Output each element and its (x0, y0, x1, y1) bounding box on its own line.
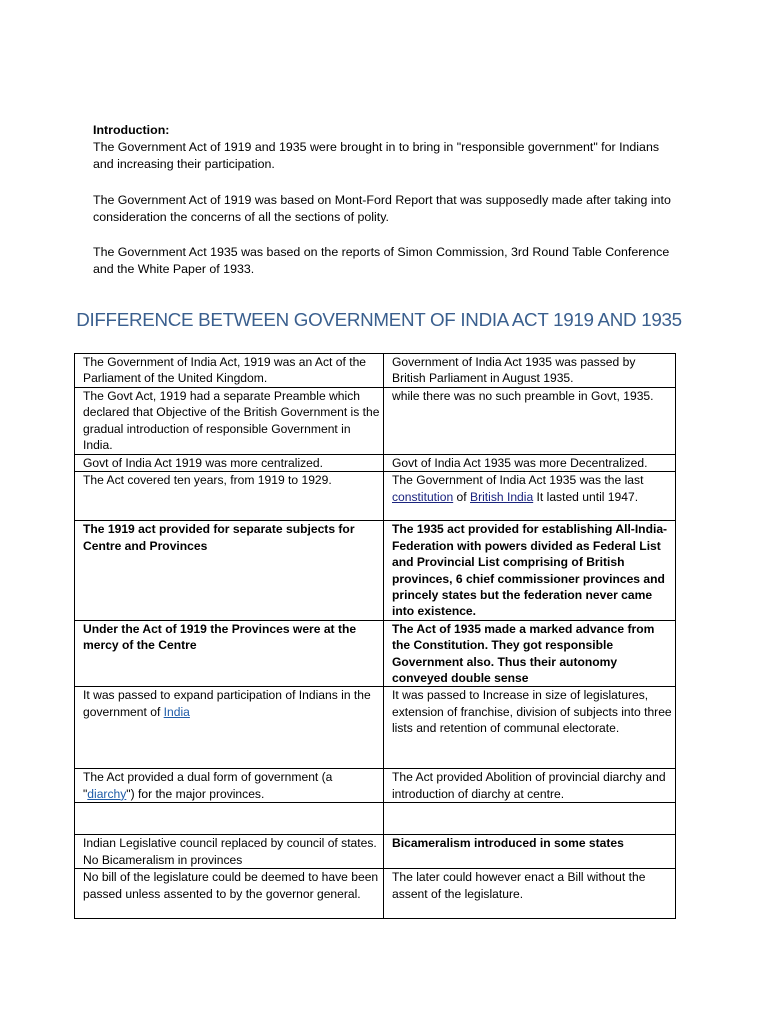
intro-heading: Introduction: (93, 123, 170, 137)
cell-1919: Under the Act of 1919 the Provinces were at the mercy of the Centre (75, 620, 384, 687)
introduction-section (93, 122, 673, 296)
cell-text: The Government of India Act 1935 was the last (392, 473, 644, 488)
table-row (75, 354, 676, 388)
diarchy-link[interactable]: diarchy (87, 786, 127, 801)
cell-1935: Government of India Act 1935 was passed by British Parliament in August 1935. (384, 354, 676, 388)
cell-1919: Indian Legislative council replaced by council of states. No Bicameralism in provinces (75, 835, 384, 869)
table-row (75, 869, 676, 919)
table-row (75, 455, 676, 472)
cell-text: ") for the major provinces. (126, 786, 265, 801)
page-title: DIFFERENCE BETWEEN GOVERNMENT OF INDIA ACT 1919 AND 1935 (76, 309, 682, 330)
cell-1919 (75, 769, 384, 803)
cell-1935: The Act of 1935 made a marked advance from the Constitution. They got responsible Government also. Thus their autonomy conveyed double sense (384, 620, 676, 687)
constitution-link[interactable]: constitution (392, 489, 454, 504)
cell-text: The Act provided a dual form of government (a " (83, 770, 333, 801)
table-row (75, 803, 676, 835)
cell-1935: Govt of India Act 1935 was more Decentralized. (384, 455, 676, 472)
empty-cell (75, 803, 384, 835)
comparison-table (74, 353, 676, 919)
cell-1919: No bill of the legislature could be deemed to have been passed unless assented to by the governor general. (75, 869, 384, 919)
table-row (75, 388, 676, 455)
cell-1935: while there was no such preamble in Govt, 1935. (384, 388, 676, 455)
intro-paragraph-3: The Government Act 1935 was based on the reports of Simon Commission, 3rd Round Table Conference and the White Paper of 1933. (93, 245, 670, 277)
table-row (75, 769, 676, 803)
table-row (75, 521, 676, 620)
cell-text: It lasted until 1947. (533, 489, 639, 504)
cell-1935: The 1935 act provided for establishing All-India-Federation with powers divided as Federal List and Provincial List comprising of British provinces, 6 chief commissioner provinces and princely states but the federation never came into existence. (384, 521, 676, 620)
cell-text: of (453, 489, 470, 504)
cell-1919: The Act covered ten years, from 1919 to 1929. (75, 472, 384, 521)
cell-1919: Govt of India Act 1919 was more centralized. (75, 455, 384, 472)
cell-1919: The Government of India Act, 1919 was an Act of the Parliament of the United Kingdom. (75, 354, 384, 388)
cell-1919: The 1919 act provided for separate subjects for Centre and Provinces (75, 521, 384, 620)
table-row (75, 835, 676, 869)
table-row (75, 687, 676, 769)
intro-paragraph-2: The Government Act of 1919 was based on Mont-Ford Report that was supposedly made after taking into consideration the concerns of all the sections of polity. (93, 192, 671, 224)
table-row (75, 472, 676, 521)
table-row (75, 620, 676, 687)
india-link[interactable]: India (163, 704, 190, 719)
cell-1919 (75, 687, 384, 769)
empty-cell (384, 803, 676, 835)
intro-paragraph-1 (93, 122, 673, 174)
cell-1935: The Act provided Abolition of provincial diarchy and introduction of diarchy at centre. (384, 769, 676, 803)
cell-text: It was passed to expand participation of Indians in the government of (83, 688, 371, 719)
cell-1935: Bicameralism introduced in some states (384, 835, 676, 869)
cell-1935 (384, 472, 676, 521)
cell-1935: It was passed to Increase in size of legislatures, extension of franchise, division of subjects into three lists and retention of communal electorate. (384, 687, 676, 769)
british-india-link[interactable]: British India (470, 489, 534, 504)
cell-1935: The later could however enact a Bill without the assent of the legislature. (384, 869, 676, 919)
intro-text-1: The Government Act of 1919 and 1935 were brought in to bring in "responsible government" for Indians and increasing their participation. (93, 140, 660, 172)
cell-1919: The Govt Act, 1919 had a separate Preamble which declared that Objective of the British Government is the gradual introduction of responsible Government in India. (75, 388, 384, 455)
